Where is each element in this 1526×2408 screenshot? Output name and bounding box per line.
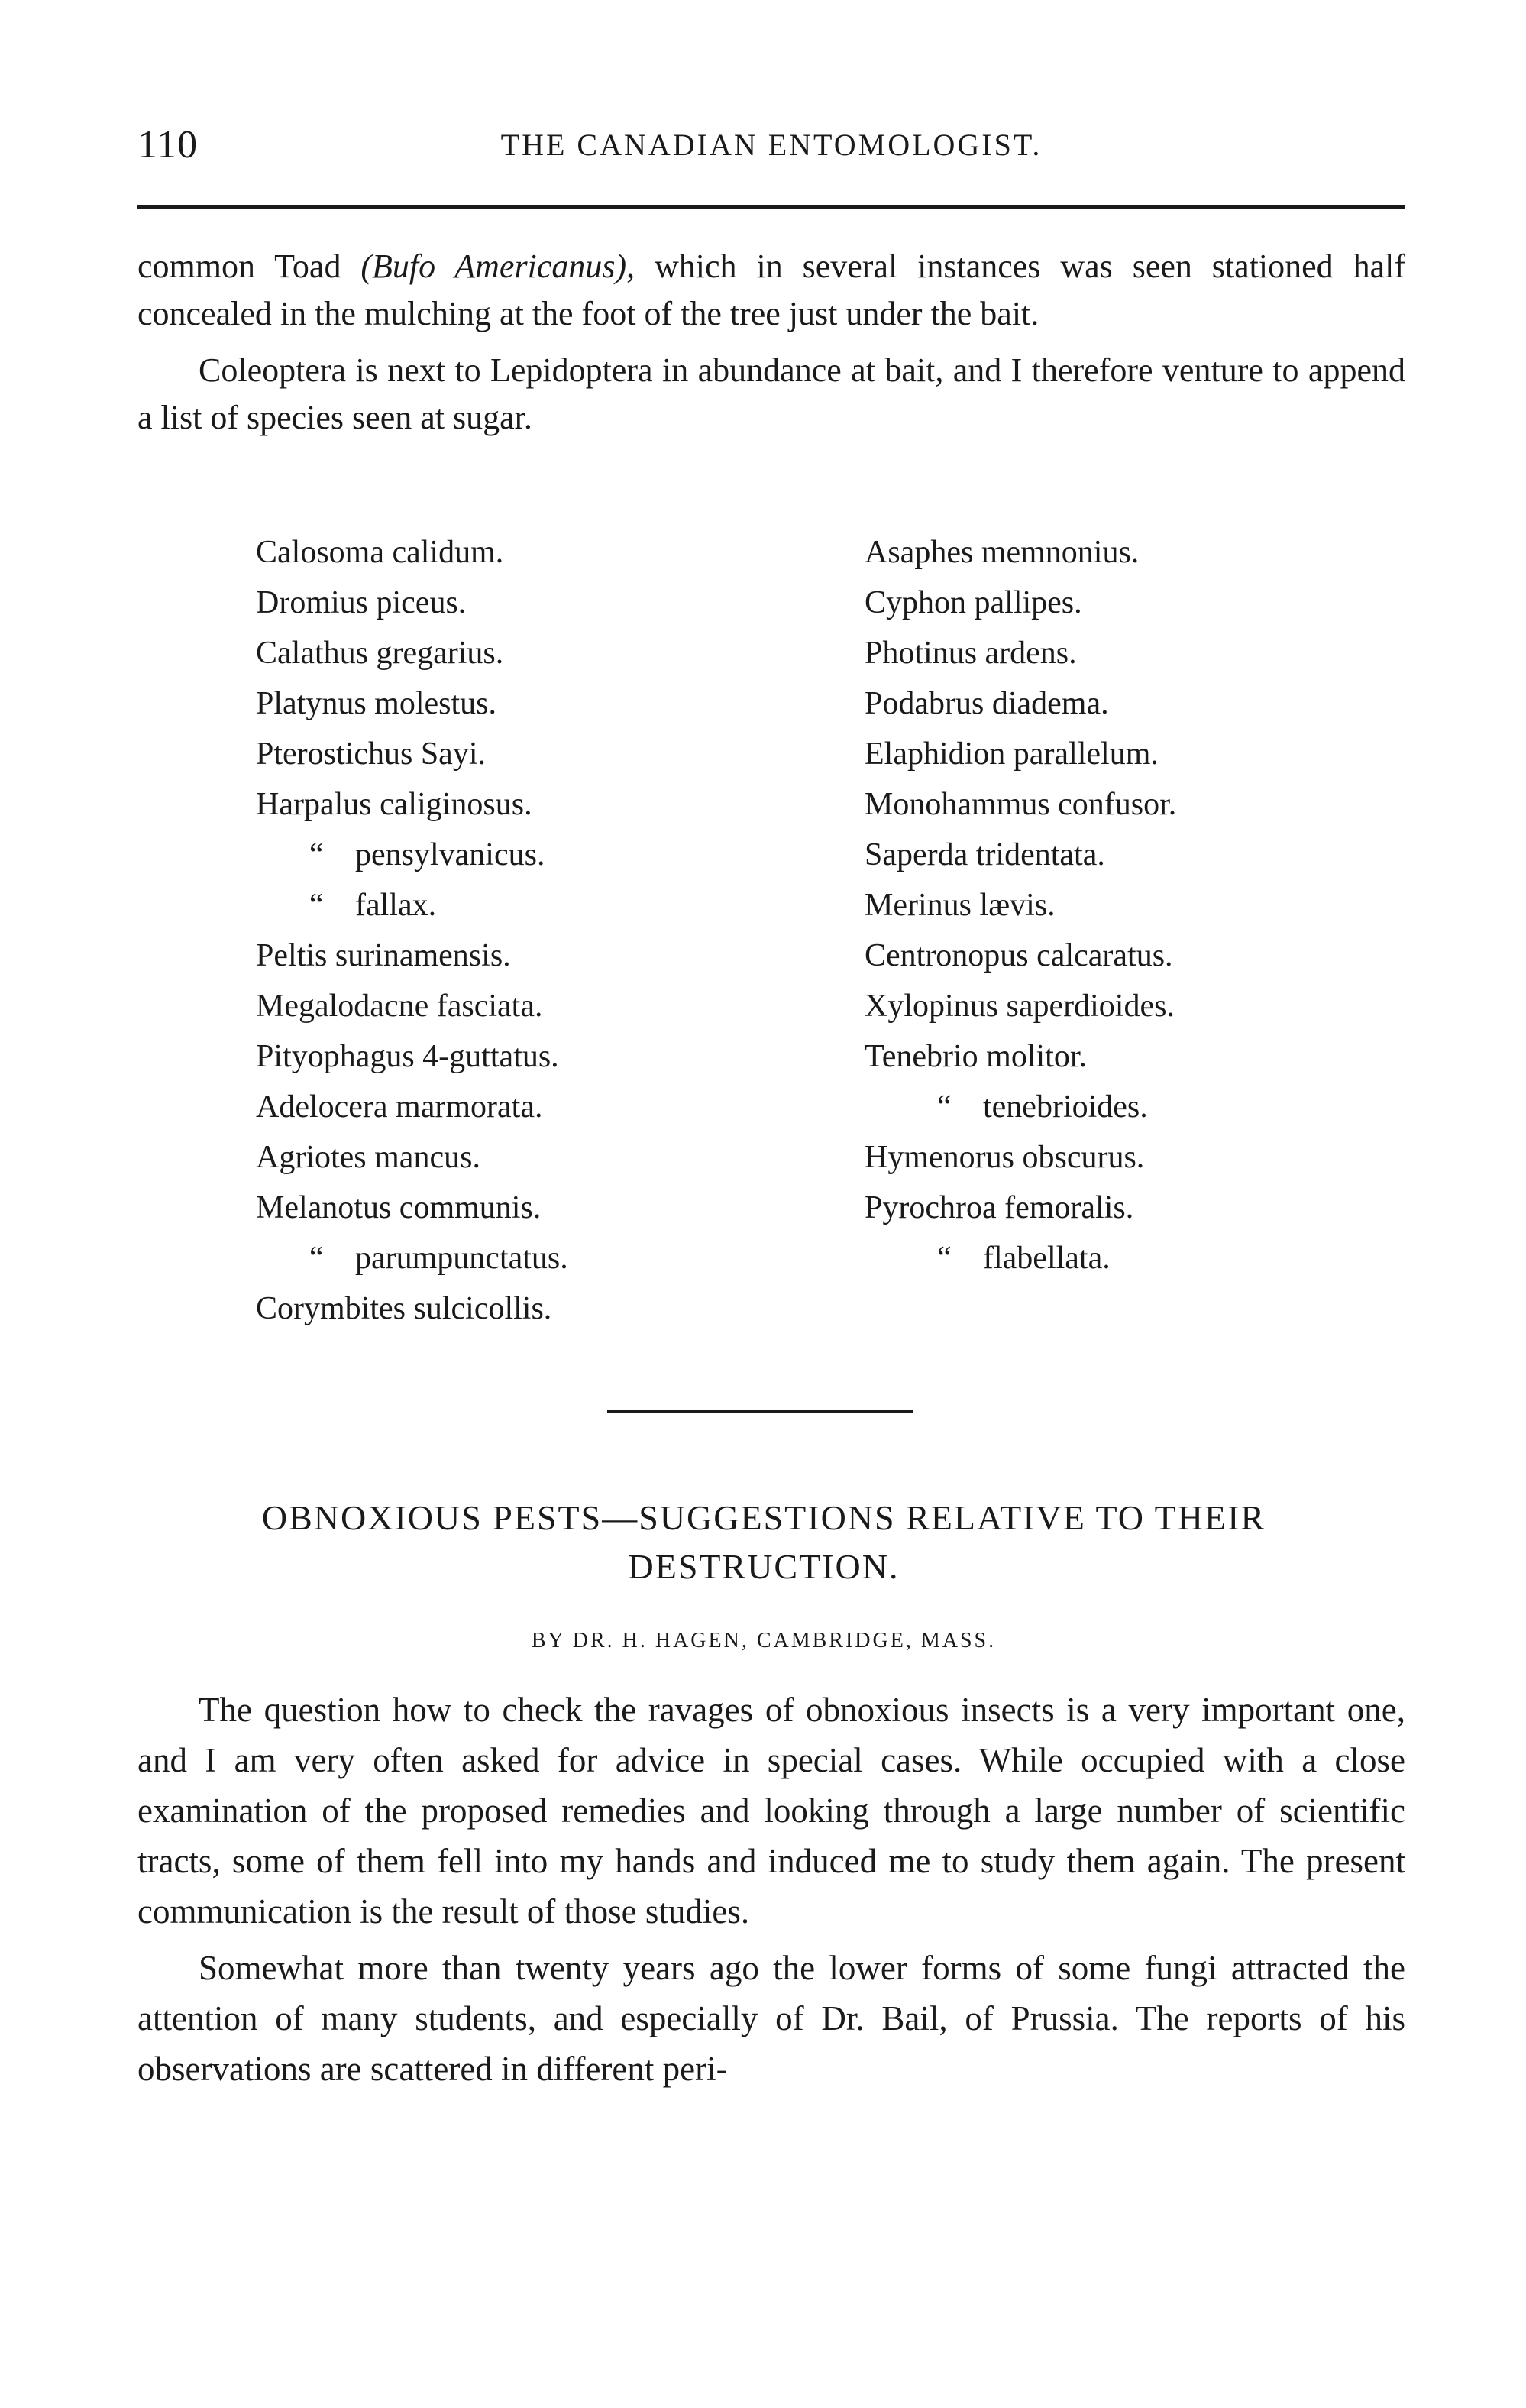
species-name: Harpalus caliginosus. <box>256 787 532 822</box>
species-name: Tenebrio molitor. <box>865 1039 1088 1074</box>
ditto-mark: “ <box>937 1241 952 1276</box>
species-name: Adelocera marmorata. <box>256 1089 543 1125</box>
intro-text <box>137 243 1405 442</box>
species-column-left <box>256 527 568 1334</box>
bufo-americanus-italic: (Bufo Americanus) <box>360 248 627 285</box>
species-name: Saperda tridentata. <box>865 837 1105 872</box>
species-item <box>256 880 568 931</box>
species-item <box>865 1233 1176 1283</box>
ditto-mark: “ <box>309 888 324 923</box>
ditto-mark: “ <box>309 1241 324 1276</box>
species-name: Calosoma calidum. <box>256 535 504 570</box>
species-item <box>865 1082 1176 1132</box>
species-name: Merinus lævis. <box>865 888 1056 923</box>
species-name: tenebrioides. <box>983 1089 1148 1125</box>
species-name: Agriotes mancus. <box>256 1140 480 1175</box>
species-item <box>256 981 568 1031</box>
species-item <box>865 1031 1176 1082</box>
species-item <box>256 678 568 729</box>
intro-paragraph-1-start: common Toad <box>137 248 361 285</box>
article-paragraph-2: Somewhat more than twenty years ago the lower forms of some fungi attracted the attention of many students, and especially of Dr. Bail, of Prussia. The reports of his observations are scattered in different peri- <box>137 1949 1405 2088</box>
species-name: Pyrochroa femoralis. <box>865 1190 1134 1225</box>
species-item <box>865 729 1176 779</box>
species-item <box>865 678 1176 729</box>
species-name: flabellata. <box>983 1241 1111 1276</box>
species-name: Hymenorus obscurus. <box>865 1140 1145 1175</box>
article-title-line-1: OBNOXIOUS PESTS—SUGGESTIONS RELATIVE TO THEIR <box>261 1498 1266 1537</box>
intro-paragraph-1 <box>137 243 1405 338</box>
species-item <box>256 779 568 830</box>
species-name: Elaphidion parallelum. <box>865 736 1159 772</box>
article-byline: BY DR. H. HAGEN, CAMBRIDGE, MASS. <box>531 1629 997 1652</box>
species-name: Asaphes memnonius. <box>865 535 1140 570</box>
species-name: Monohammus confusor. <box>865 787 1177 822</box>
species-item <box>865 1183 1176 1233</box>
species-name: Dromius piceus. <box>256 585 467 620</box>
species-name: pensylvanicus. <box>355 837 545 872</box>
species-item <box>256 527 568 578</box>
species-name: Centronopus calcaratus. <box>865 938 1173 973</box>
article-body <box>137 1685 1405 2094</box>
species-item <box>865 527 1176 578</box>
species-name: parumpunctatus. <box>355 1241 568 1276</box>
species-item <box>256 628 568 678</box>
species-name: Pterostichus Sayi. <box>256 736 486 772</box>
species-item <box>256 830 568 880</box>
ditto-mark: “ <box>309 837 324 872</box>
article-title <box>122 1494 1405 1591</box>
species-item <box>256 729 568 779</box>
species-item <box>256 1283 568 1334</box>
species-item <box>865 880 1176 931</box>
species-name: Melanotus communis. <box>256 1190 542 1225</box>
species-name: fallax. <box>355 888 437 923</box>
species-item <box>865 779 1176 830</box>
species-item <box>865 830 1176 880</box>
species-name: Cyphon pallipes. <box>865 585 1082 620</box>
article-paragraph-1: The question how to check the ravages of obnoxious insects is a very important one, and I am very often asked for advice in special cases. While occupied with a close examination of the proposed remedies and looking through a large number of scientific tracts, some of them fell into my hands and induced me to study them again. The present communication is the result of those studies. <box>137 1691 1405 1931</box>
species-item <box>256 1183 568 1233</box>
species-item <box>865 931 1176 981</box>
species-name: Platynus molestus. <box>256 686 497 721</box>
species-item <box>256 931 568 981</box>
species-name: Calathus gregarius. <box>256 636 504 671</box>
species-name: Pityophagus 4-guttatus. <box>256 1039 559 1074</box>
section-divider <box>607 1410 913 1413</box>
intro-paragraph-2: Coleoptera is next to Lepidoptera in abundance at bait, and I therefore venture to append a list of species seen at sugar. <box>137 351 1405 436</box>
species-item <box>256 1132 568 1183</box>
species-name: Xylopinus saperdioides. <box>865 989 1175 1024</box>
running-title: THE CANADIAN ENTOMOLOGIST. <box>500 128 1043 162</box>
species-item <box>256 1031 568 1082</box>
species-item <box>256 1082 568 1132</box>
species-item <box>865 578 1176 628</box>
species-name: Photinus ardens. <box>865 636 1077 671</box>
species-name: Podabrus diadema. <box>865 686 1109 721</box>
species-item <box>256 578 568 628</box>
species-name: Corymbites sulcicollis. <box>256 1291 552 1326</box>
species-name: Peltis surinamensis. <box>256 938 511 973</box>
species-column-right <box>865 527 1176 1283</box>
intro-paragraph-1-end: , which in several instances was seen stationed half concealed in the mulching at the foot of the tree just under the bait. <box>137 248 1405 332</box>
article-title-line-2: DESTRUCTION. <box>628 1547 900 1586</box>
species-item <box>865 1132 1176 1183</box>
page-number: 110 <box>137 123 199 167</box>
species-item <box>256 1233 568 1283</box>
header-rule <box>137 205 1405 209</box>
species-name: Megalodacne fasciata. <box>256 989 543 1024</box>
ditto-mark: “ <box>937 1089 952 1125</box>
species-item <box>865 628 1176 678</box>
species-item <box>865 981 1176 1031</box>
page-header <box>137 122 1405 176</box>
